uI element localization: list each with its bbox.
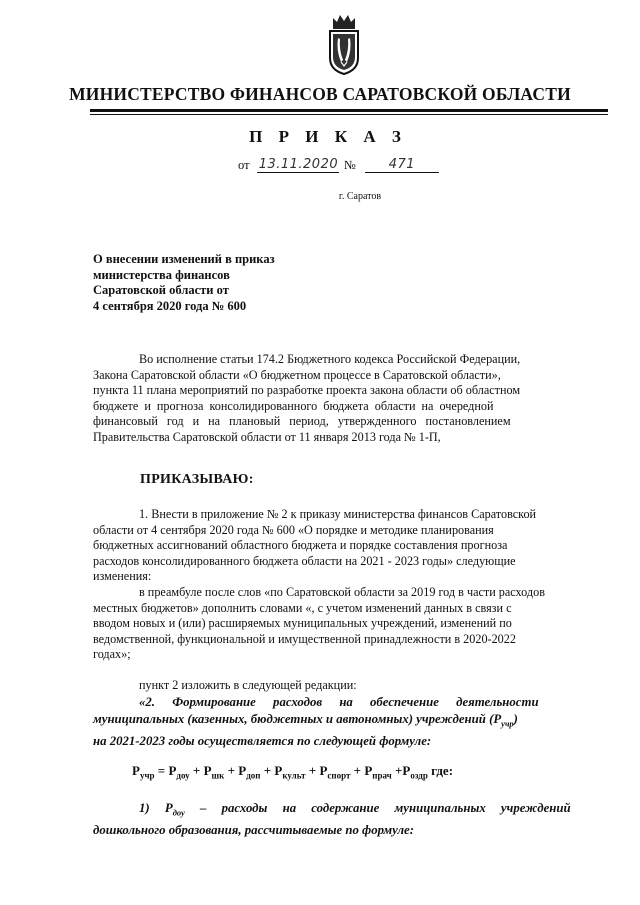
ministry-title: МИНИСТЕРСТВО ФИНАНСОВ САРАТОВСКОЙ ОБЛАСТИ: [69, 84, 571, 104]
formula-subscript: оздр: [410, 770, 428, 781]
formula-term: [132, 763, 169, 781]
point2-heading-line: «2. Формирование расходов на обеспечение деятельности: [139, 695, 539, 709]
document-type: П Р И К А З: [249, 127, 407, 146]
item1-line: изменения:: [93, 569, 152, 583]
formula-operator: где:: [427, 763, 454, 778]
handwritten-number: 471: [365, 157, 439, 173]
formula-subscript: прач: [372, 770, 392, 781]
handwritten-date: 13.11.2020: [258, 157, 339, 172]
point2-heading-text: ): [513, 712, 518, 726]
item1-paragraph: [93, 507, 599, 585]
formula-operator: +: [260, 763, 275, 778]
formula-term: [274, 763, 320, 781]
point2-intro-line: пункт 2 изложить в следующей редакции:: [139, 678, 357, 692]
item1-line: 1. Внести в приложение № 2 к приказу министерства финансов Саратовской: [139, 507, 537, 521]
formula-subscript: культ: [282, 770, 306, 781]
formula-operator: +: [224, 763, 239, 778]
preamble-change-line: в преамбуле после слов «по Саратовской области за 2019 год в части расходов: [139, 585, 545, 599]
subject-line: 4 сентября 2020 года № 600: [93, 298, 247, 313]
subject-block: [93, 252, 353, 314]
city-label: г. Саратов: [338, 191, 382, 202]
number-prefix: №: [343, 158, 356, 172]
preamble-line: Во исполнение статьи 174.2 Бюджетного кодекса Российской Федерации,: [139, 352, 521, 366]
subject-line: О внесении изменений в приказ: [93, 252, 275, 266]
preamble-line: Правительства Саратовской области от 11 января 2013 года № 1-П,: [93, 429, 441, 444]
sub1-text: 1) Р: [139, 801, 173, 815]
formula-term: [364, 763, 403, 781]
formula-subscript: учр: [139, 770, 155, 781]
subject-line: министерства финансов: [93, 267, 230, 282]
preamble-change-line: ведомственной, функциональной и имущественной принадлежности в 2020-2022: [93, 631, 516, 646]
formula-operator: +: [305, 763, 320, 778]
formula-operator: +: [350, 763, 365, 778]
sub1-text: – расходы на содержание муниципальных учреждений: [184, 801, 571, 815]
formula-base: Р: [132, 763, 140, 778]
formula-subscript: шк: [211, 770, 225, 781]
preamble-change-paragraph: [93, 585, 599, 663]
item1-line: расходов консолидированного бюджета области на 2021 - 2023 годы» следующие: [93, 553, 516, 568]
header-rule-thin: [90, 114, 608, 115]
point2-heading: [93, 694, 599, 750]
formula-base: Р: [274, 763, 283, 778]
point2-heading-subscript: учр: [501, 718, 514, 729]
formula-term: [168, 763, 204, 781]
preamble-paragraph: [93, 352, 599, 445]
subject-line: Саратовской области от: [93, 283, 229, 297]
point2-heading-line: на 2021-2023 годы осуществляется по следующей формуле:: [93, 733, 432, 748]
sub1-paragraph: [93, 800, 599, 839]
preamble-change-line: вводом новых и (или) расширяемых муниципальных учреждений, изменений по: [93, 616, 512, 630]
formula-operator: +: [189, 763, 204, 778]
formula-term: [238, 763, 275, 781]
formula-subscript: спорт: [327, 770, 351, 781]
formula-subscript: доу: [176, 770, 190, 781]
preamble-line: пункта 11 плана мероприятий по разработке проекта закона области об областном: [93, 383, 521, 397]
date-prefix: от: [238, 158, 250, 172]
point2-heading-line: [93, 711, 599, 733]
preamble-change-line: местных бюджетов» дополнить словами «, с учетом изменений данных в связи с: [93, 600, 512, 615]
formula-operator: =: [154, 763, 169, 778]
point2-intro: [93, 678, 599, 694]
saratov-coat-of-arms-icon: [327, 12, 361, 76]
preamble-line: бюджете и прогноза консолидированного бюджета области на очередной: [93, 398, 494, 413]
formula-base: Р: [238, 763, 247, 778]
preamble-line: Закона Саратовской области «О бюджетном процессе в Саратовской области»,: [93, 367, 501, 382]
sub1-subscript: доу: [172, 807, 185, 818]
sub1-line: [93, 800, 599, 822]
formula-term: [319, 763, 365, 781]
preamble-line: финансовый год и на плановый период, утвержденного постановлением: [93, 414, 511, 428]
item1-line: области от 4 сентября 2020 года № 600 «О порядке и методике планирования: [93, 522, 494, 537]
preamble-change-line: годах»;: [93, 647, 131, 661]
formula-base: Р: [168, 763, 177, 778]
date-number-row: [238, 157, 439, 173]
order-word: ПРИКАЗЫВАЮ:: [140, 472, 254, 487]
formula-term: [402, 763, 454, 781]
formula-base: Р: [203, 763, 212, 778]
formula-base: Р: [319, 763, 328, 778]
formula: [132, 763, 453, 781]
header-rule-thick: [90, 109, 608, 112]
formula-subscript: доп: [246, 770, 261, 781]
sub1-line: дошкольного образования, рассчитываемые по формуле:: [93, 822, 414, 837]
point2-heading-text: муниципальных (казенных, бюджетных и автономных) учреждений (Р: [93, 712, 502, 726]
formula-base: Р: [364, 763, 373, 778]
formula-base: Р: [402, 763, 411, 778]
formula-operator: +: [391, 763, 403, 778]
item1-line: бюджетных ассигнований областного бюджета и порядке составления прогноза: [93, 538, 508, 552]
formula-term: [203, 763, 239, 781]
